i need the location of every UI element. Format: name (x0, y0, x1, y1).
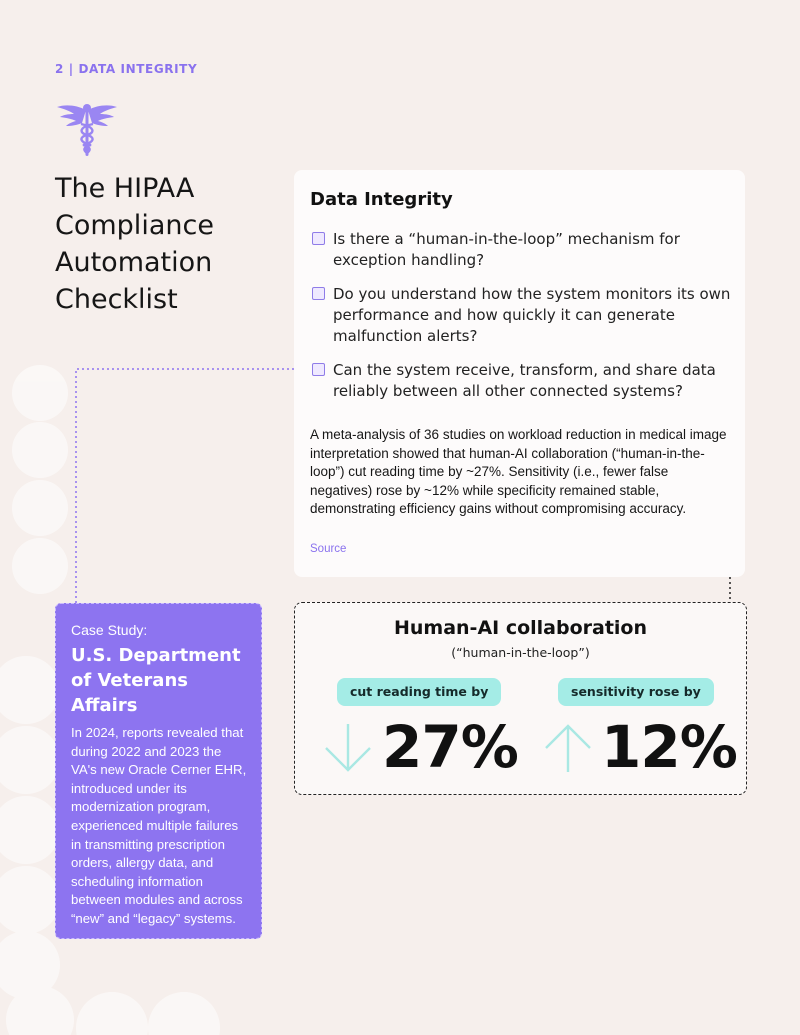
checklist-item-text: Do you understand how the system monitors its own performance and how quickly it can generate malfunction alerts? (333, 285, 731, 345)
data-integrity-card (294, 170, 745, 577)
section-label: 2 | DATA INTEGRITY (55, 62, 198, 76)
card-title: Data Integrity (310, 189, 453, 210)
stat-value-sensitivity: 12% (601, 713, 737, 781)
arrow-up-icon (541, 720, 595, 776)
page-title: The HIPAA Compliance Automation Checklist (55, 173, 214, 315)
caduceus-icon (55, 102, 119, 156)
arrow-down-icon (321, 720, 375, 776)
stat-label-reading-time: cut reading time by (337, 678, 501, 706)
case-study-body: In 2024, reports revealed that during 2022 and 2023 the VA's new Oracle Cerner EHR, introduced under its modernization program, experienced multiple failures in transmitting prescription orders, allergy data, and scheduling information between modules and across “new” and “legacy” systems. (71, 725, 247, 926)
connector-left (76, 369, 303, 603)
stats-title: Human-AI collaboration (393, 617, 648, 639)
checkbox[interactable] (312, 287, 325, 300)
stat-label-sensitivity: sensitivity rose by (558, 678, 714, 706)
checklist-item-text: Is there a “human-in-the-loop” mechanism for exception handling? (333, 230, 680, 269)
source-link[interactable]: Source (310, 543, 347, 555)
checklist-item-text: Can the system receive, transform, and share data reliably between all other connected systems? (333, 361, 716, 400)
case-study-kicker: Case Study: (71, 622, 148, 638)
checkbox[interactable] (312, 232, 325, 245)
meta-analysis-paragraph: A meta-analysis of 36 studies on workload reduction in medical image interpretation showed that human-AI collaboration (“human-in-the-loop”) cut reading time by ~27%. Sensitivity (i.e., fewer false negatives) rose by ~12% while specificity remained stable, demonstrating efficiency gains without compromising accuracy. (310, 427, 727, 516)
stats-panel (294, 602, 747, 795)
case-study-box (55, 603, 262, 939)
checkbox[interactable] (312, 363, 325, 376)
stat-value-reading-time: 27% (382, 713, 518, 781)
stats-subtitle: (“human-in-the-loop”) (451, 645, 590, 660)
case-study-organization: U.S. Department of Veterans Affairs (71, 645, 241, 716)
